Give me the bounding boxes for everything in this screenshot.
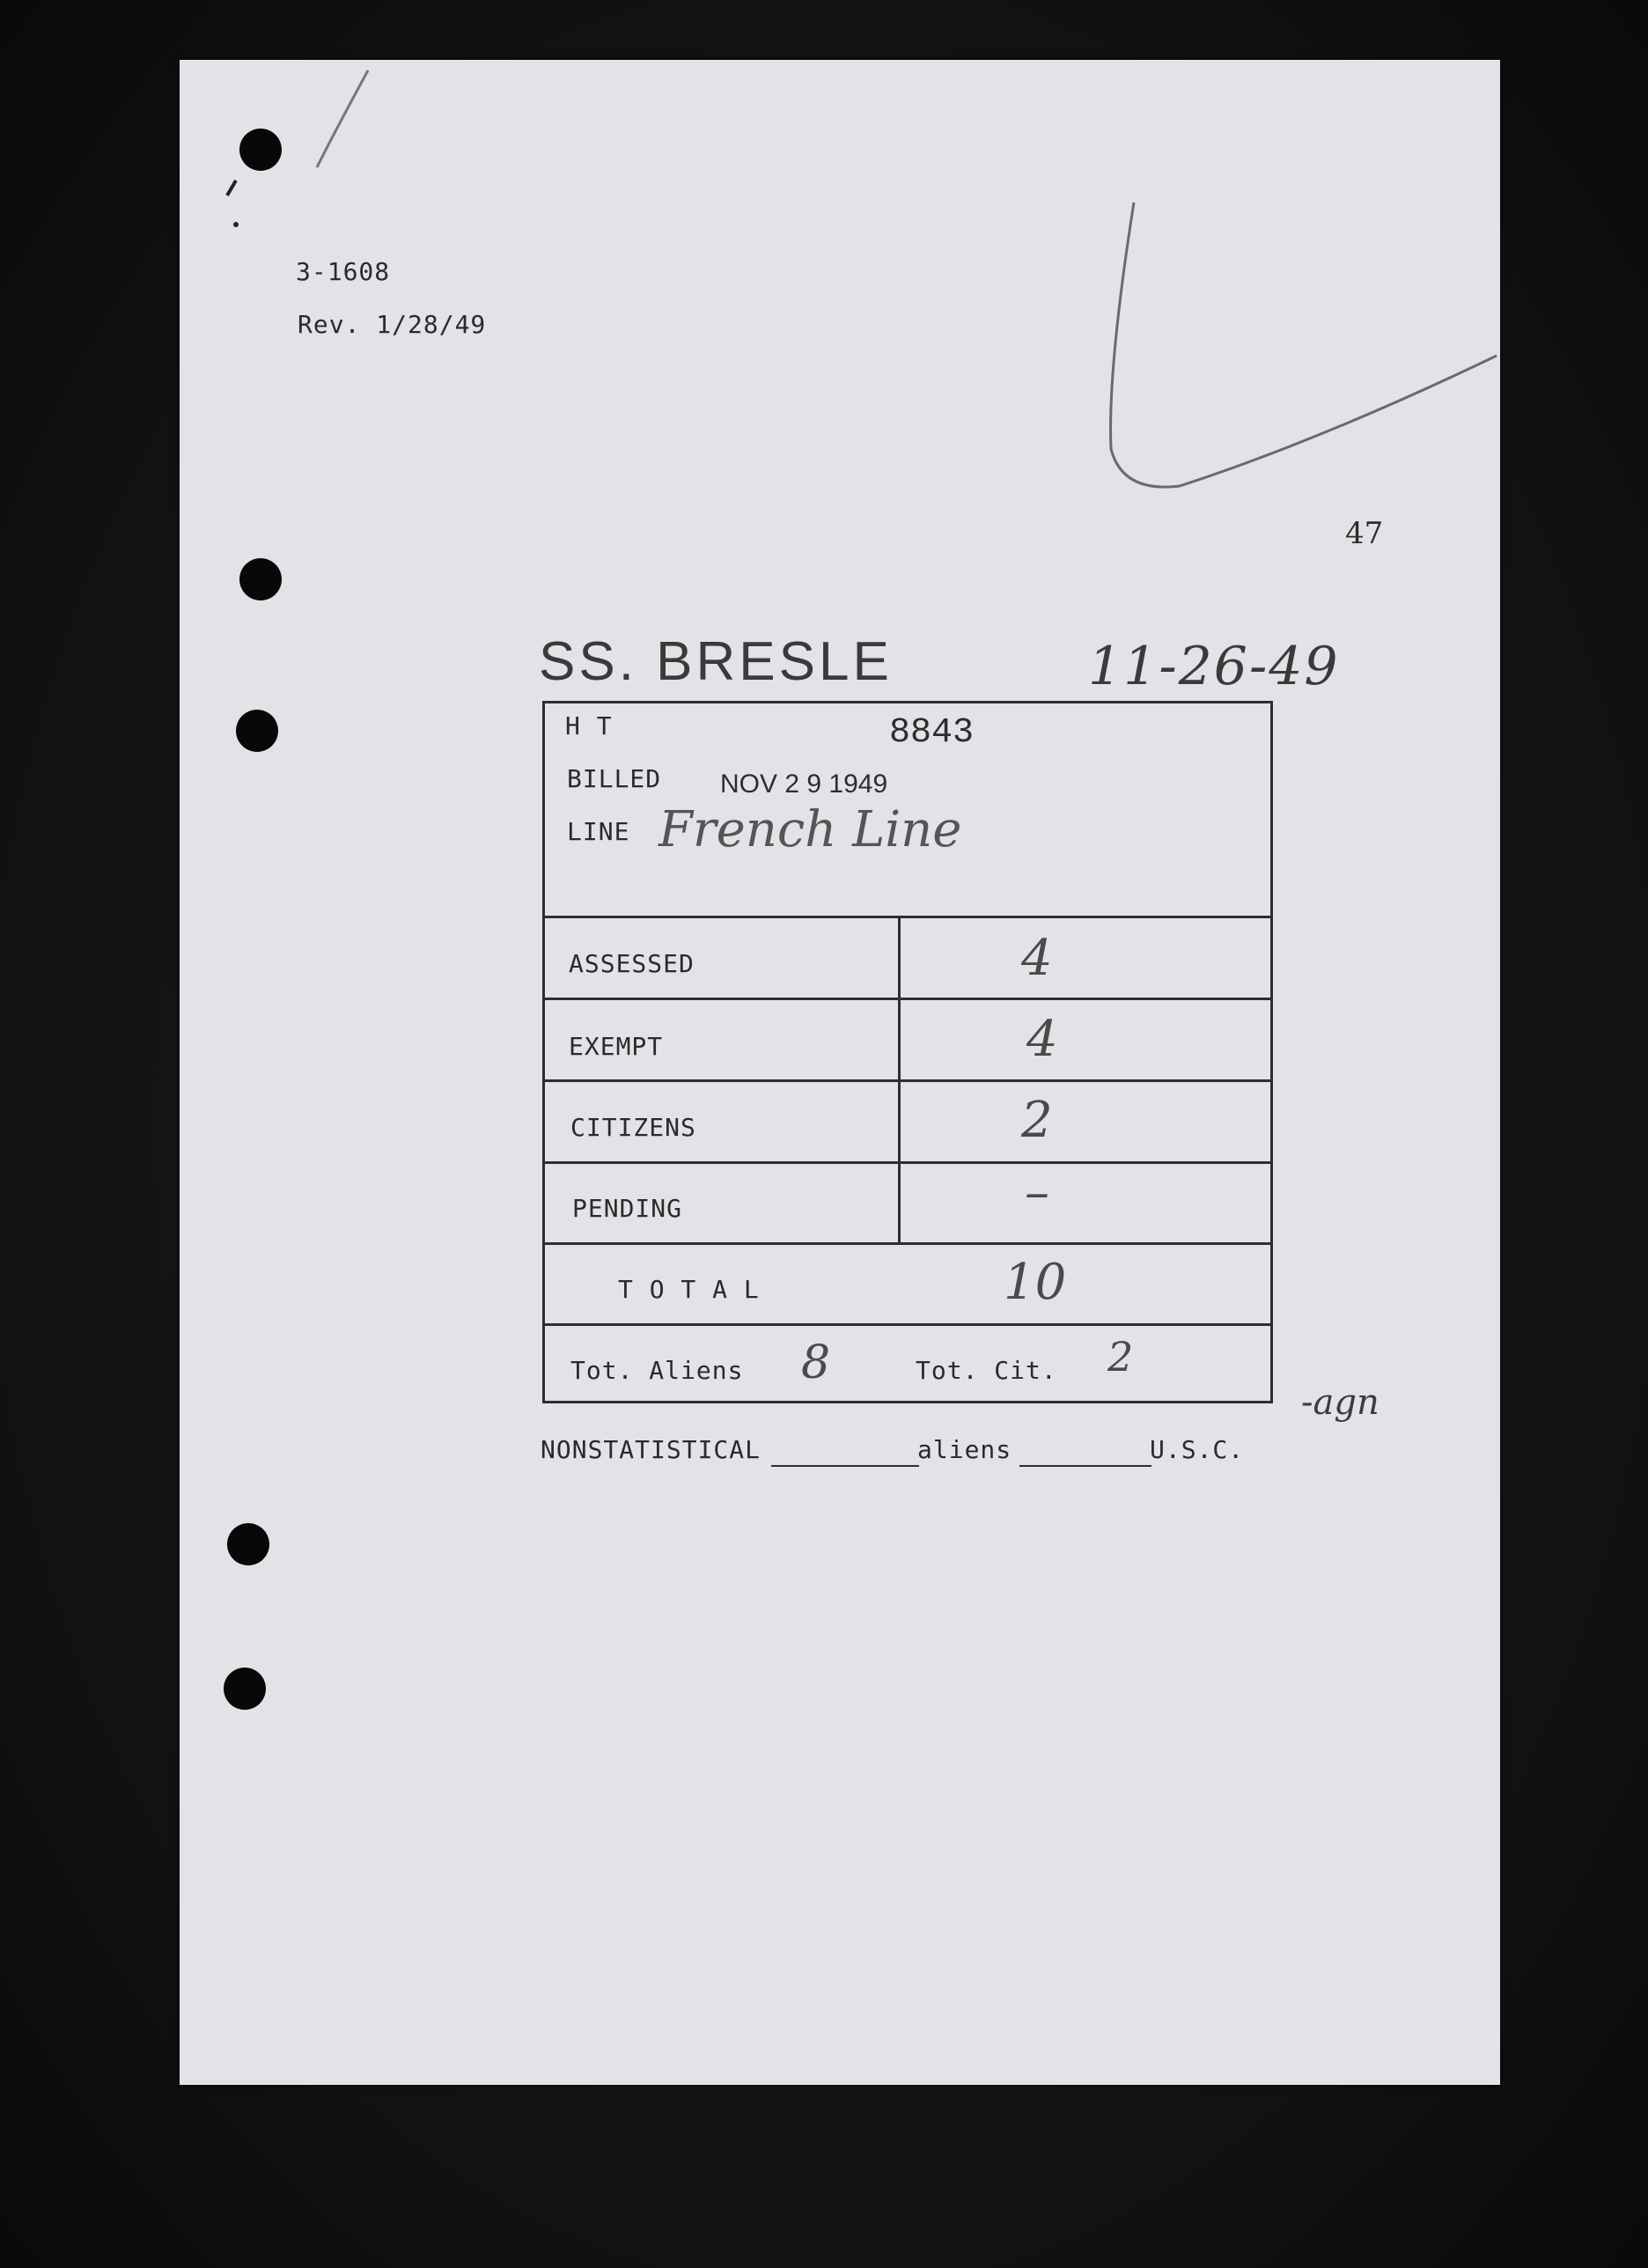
row-label-assessed: ASSESSED: [569, 949, 695, 978]
nonstatistical-label: NONSTATISTICAL: [541, 1435, 761, 1464]
row-value-assessed: 4: [1021, 930, 1053, 987]
divider: [545, 1161, 1270, 1164]
divider: [545, 1323, 1270, 1326]
vessel-name: SS. BRESLE: [539, 631, 893, 692]
row-label-pending: PENDING: [572, 1194, 683, 1223]
column-divider: [898, 916, 901, 1242]
ht-number: 8843: [889, 713, 975, 753]
page-number: 47: [1345, 516, 1384, 551]
arrival-date: 11-26-49: [1088, 636, 1340, 697]
divider: [545, 916, 1270, 918]
billed-date-stamp: NOV 2 9 1949: [720, 770, 888, 799]
row-value-exempt: 4: [1026, 1011, 1058, 1068]
row-value-citizens: 2: [1021, 1092, 1053, 1149]
ht-label: H T: [565, 711, 613, 740]
row-label-exempt: EXEMPT: [569, 1032, 664, 1061]
form-number: 3-1608: [296, 257, 391, 286]
tot-aliens-value: 8: [801, 1336, 831, 1389]
line-label: LINE: [567, 817, 630, 846]
divider: [545, 1242, 1270, 1245]
aliens-label: aliens: [917, 1435, 1012, 1464]
usc-label: U.S.C.: [1150, 1435, 1245, 1464]
revision-date: Rev. 1/28/49: [298, 310, 487, 339]
tot-aliens-label: Tot. Aliens: [570, 1356, 744, 1385]
divider: [545, 998, 1270, 1000]
divider: [545, 1079, 1270, 1082]
nonstatistical-blank: [771, 1465, 919, 1467]
total-label: T O T A L: [618, 1275, 760, 1304]
tot-cit-value: 2: [1107, 1333, 1134, 1381]
billed-label: BILLED: [567, 764, 662, 793]
initials: -agn: [1301, 1382, 1379, 1423]
tot-cit-label: Tot. Cit.: [916, 1356, 1057, 1385]
aliens-blank: [1019, 1465, 1151, 1467]
line-value: French Line: [658, 801, 962, 858]
row-label-citizens: CITIZENS: [570, 1113, 696, 1142]
row-value-pending: –: [1025, 1164, 1049, 1221]
total-value: 10: [1004, 1254, 1067, 1311]
